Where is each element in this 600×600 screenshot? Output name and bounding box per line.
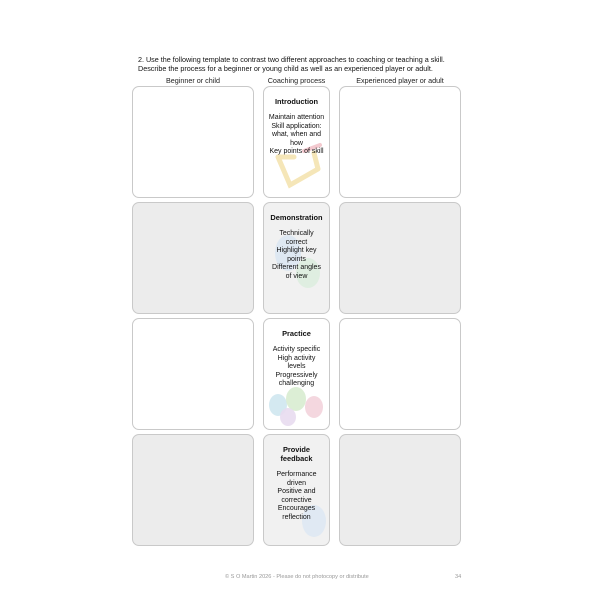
beginner-feedback-box[interactable] <box>132 434 254 546</box>
process-point: Key points of skill <box>269 148 324 156</box>
process-box-practice <box>263 318 330 430</box>
process-title: Introduction <box>274 97 319 106</box>
process-point: Technically <box>279 230 314 237</box>
process-title: Demonstration <box>270 213 323 222</box>
column-header-coaching-process: Coaching process <box>267 76 326 85</box>
experienced-introduction-box[interactable] <box>339 86 461 198</box>
process-box-feedback <box>263 434 330 546</box>
process-point: challenging <box>278 380 315 388</box>
process-point: Positive and <box>277 488 316 496</box>
process-point: reflection <box>282 513 311 521</box>
process-box-demonstration <box>263 202 330 314</box>
process-point: points <box>287 255 306 263</box>
beginner-introduction-box[interactable] <box>132 86 254 198</box>
process-title: Practice <box>282 329 311 338</box>
beginner-demonstration-box[interactable] <box>132 202 254 314</box>
process-point: Performance <box>276 471 317 478</box>
process-point: Progressively <box>275 371 318 379</box>
beginner-practice-box[interactable] <box>132 318 254 430</box>
process-point: Different angles <box>272 264 321 272</box>
process-point: Maintain attention <box>268 114 325 121</box>
process-point: High activity <box>277 354 316 362</box>
copyright-footer: © S O Martin 2026 - Please do not photocopy or distribute <box>225 574 369 580</box>
column-header-beginner: Beginner or child <box>166 76 220 85</box>
process-title: Provide feedback <box>280 445 313 463</box>
experienced-feedback-box[interactable] <box>339 434 461 546</box>
process-point: levels <box>287 363 306 371</box>
process-point: Skill application: <box>271 122 322 130</box>
process-point: driven <box>286 479 307 487</box>
process-point: how <box>290 139 303 147</box>
process-box-introduction <box>263 86 330 198</box>
process-point: what, when and <box>271 131 322 139</box>
experienced-demonstration-box[interactable] <box>339 202 461 314</box>
process-point: Encourages <box>277 505 316 513</box>
process-point: of view <box>285 272 308 280</box>
column-header-experienced: Experienced player or adult <box>356 76 444 85</box>
process-point: correct <box>285 238 308 246</box>
page-number: 34 <box>455 574 462 580</box>
process-point: Highlight key <box>276 247 317 255</box>
process-point: Activity specific <box>272 346 321 353</box>
experienced-practice-box[interactable] <box>339 318 461 430</box>
instructions-text: 2. Use the following template to contrast two different approaches to coaching or teaching a skill. Describe the process for a beginner or young child as well as an experienced player or adult. <box>138 55 445 73</box>
process-point: corrective <box>281 496 312 504</box>
